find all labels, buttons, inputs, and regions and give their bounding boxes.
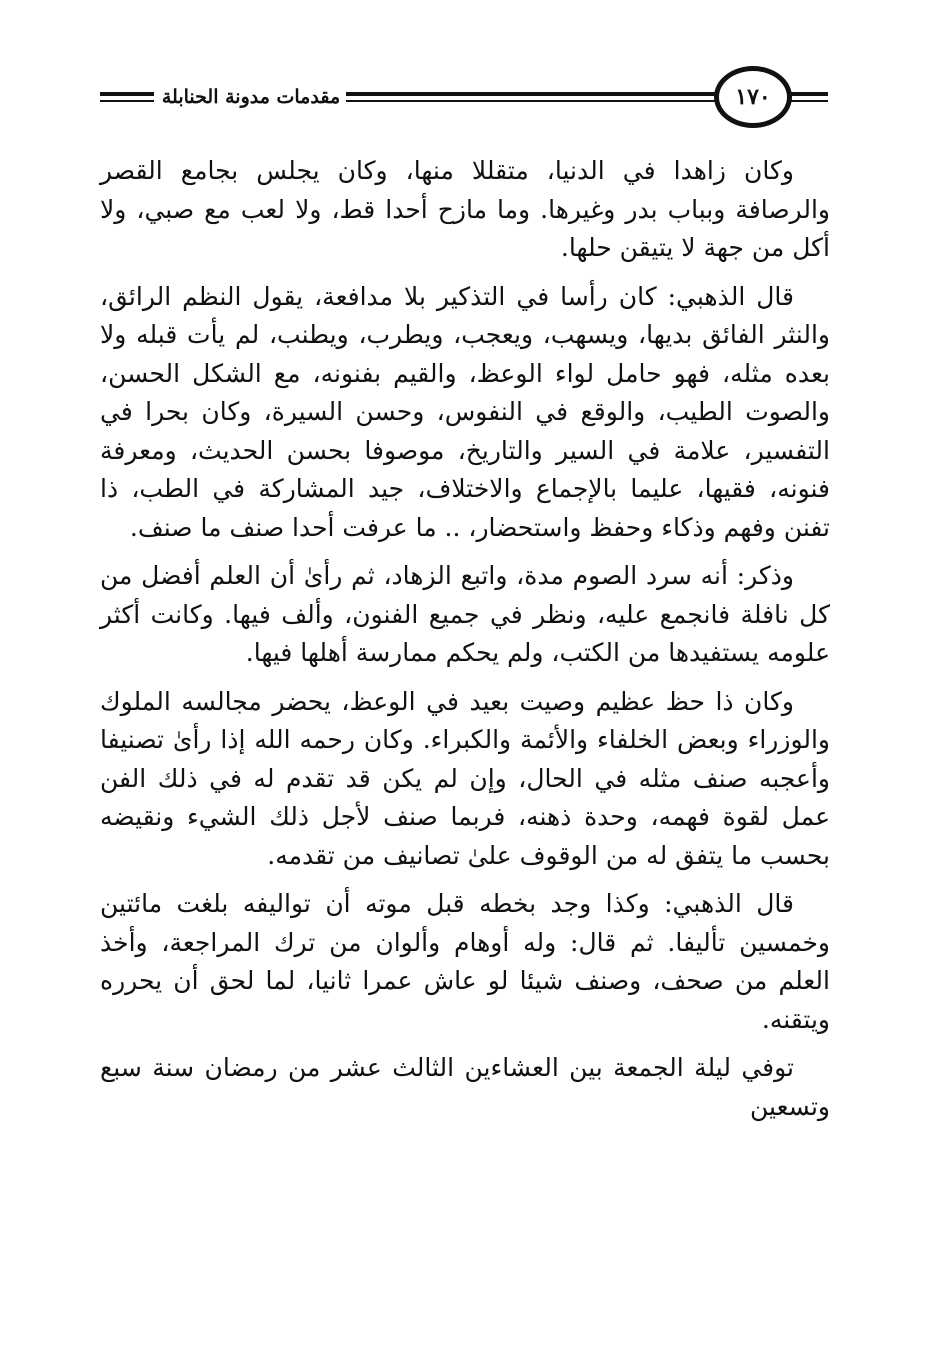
page-number: ١٧٠	[735, 84, 771, 110]
paragraph: وكان زاهدا في الدنيا، متقللا منها، وكان يجلس بجامع القصر والرصافة وبباب بدر وغيرها. وما مازح أحدا قط، ولا لعب مع صبي، ولا أكل من جهة لا يتيقن حلها.	[100, 156, 830, 262]
header-rule-right	[798, 90, 828, 104]
paragraph: وذكر: أنه سرد الصوم مدة، واتبع الزهاد، ثم رأىٰ أن العلم أفضل من كل نافلة فانجمع عليه، ونظر في جميع الفنون، وألف فيها. وكانت أكثر علومه يستفيدها من الكتب، ولم يحكم ممارسة أهلها فيها.	[100, 561, 830, 667]
running-title: مقدمات مدونة الحنابلة	[161, 86, 341, 108]
page-header	[100, 66, 828, 136]
paragraph: وكان ذا حظ عظيم وصيت بعيد في الوعظ، يحضر مجالسه الملوك والوزراء وبعض الخلفاء والأئمة والكبراء. وكان رحمه الله إذا رأىٰ تصنيفا وأعجبه صنف مثله في الحال، وإن لم يكن قد تقدم له في ذلك الفن عمل لقوة فهمه، وحدة ذهنه، فربما صنف لأجل ذلك الشيء ونقيضه بحسب ما يتفق له من الوقوف علىٰ تصانيف من تقدمه.	[100, 686, 830, 870]
paragraph: قال الذهبي: وكذا وجد بخطه قبل موته أن تواليفه بلغت مائتين وخمسين تأليفا. ثم قال: وله أوهام وألوان من ترك المراجعة، وأخذ العلم من صحف، وصنف شيئا لو عاش عمرا ثانيا، لما لحق أن يحرره ويتقنه.	[100, 889, 830, 1034]
paragraph: توفي ليلة الجمعة بين العشاءين الثالث عشر من رمضان سنة سبع وتسعين	[100, 1053, 830, 1121]
page-number-badge	[714, 66, 792, 128]
body-text	[100, 152, 830, 1136]
header-rule-left	[100, 90, 154, 104]
paragraph: قال الذهبي: كان رأسا في التذكير بلا مدافعة، يقول النظم الرائق، والنثر الفائق بديها، ويسهب، ويعجب، ويطرب، ويطنب، لم يأت قبله ولا بعده مثله، فهو حامل لواء الوعظ، والقيم بفنونه، مع الشكل الحسن، والصوت الطيب، والوقع في النفوس، وحسن السيرة، وكان بحرا في التفسير، علامة في السير والتاريخ، موصوفا بحسن الحديث، ومعرفة فنونه، فقيها، عليما بالإجماع والاختلاف، جيد المشاركة في الطب، ذا تفنن وفهم وذكاء وحفظ واستحضار، .. ما عرفت أحدا صنف ما صنف.	[100, 281, 830, 542]
